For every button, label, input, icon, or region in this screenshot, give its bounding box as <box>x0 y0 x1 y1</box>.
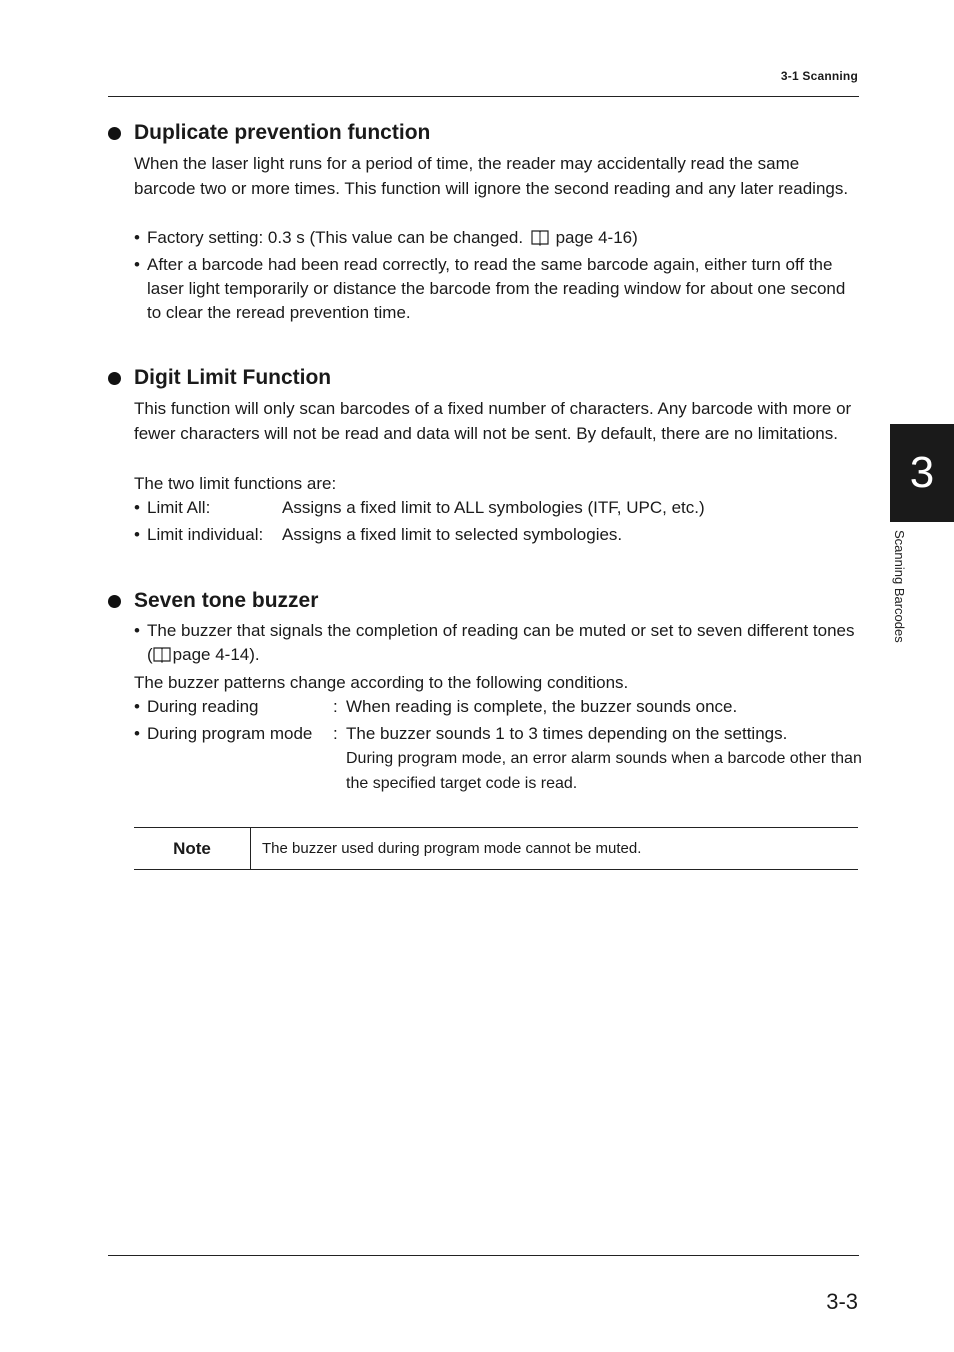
digit-item-limit-individual <box>134 523 802 547</box>
duplicate-section-title <box>108 121 430 145</box>
bullet-mark: • <box>134 697 140 716</box>
bullet-dot-icon <box>108 372 121 385</box>
digit-item-limit-all <box>134 496 802 520</box>
item-desc-main: The buzzer sounds 1 to 3 times depending on the settings. <box>346 724 788 743</box>
bullet-mark: • <box>134 621 140 640</box>
item-label: Limit All: <box>147 498 211 517</box>
bullet-mark: • <box>134 525 140 544</box>
digit-intro: The two limit functions are: <box>134 474 337 493</box>
item-label: During program mode <box>147 724 313 743</box>
item-desc: Assigns a fixed limit to selected symbologies. <box>282 525 623 544</box>
item-colon: : <box>333 724 338 743</box>
duplicate-bullet-reread <box>134 253 858 325</box>
item-colon: : <box>333 697 338 716</box>
digit-title-text: Digit Limit Function <box>134 366 332 389</box>
note-box <box>134 827 858 870</box>
note-text: The buzzer used during program mode cannot be muted. <box>262 840 642 857</box>
duplicate-title-text: Duplicate prevention function <box>134 121 431 144</box>
note-label: Note <box>134 828 251 869</box>
header-rule <box>108 96 859 97</box>
book-reference-icon <box>153 646 171 663</box>
buzzer-section-title <box>108 589 318 613</box>
bullet-mark: • <box>134 724 140 743</box>
buzzer-title-text: Seven tone buzzer <box>134 589 319 612</box>
bullet-dot-icon <box>108 595 121 608</box>
duplicate-bullet-factory <box>134 226 858 250</box>
chapter-tab <box>890 424 954 522</box>
digit-body: This function will only scan barcodes of a fixed number of characters. Any barcode with more or fewer characters will not be read and data will not be sent. By default, there are no limitations. <box>134 399 852 443</box>
item-desc <box>346 722 866 796</box>
buzzer-intro: The buzzer patterns change according to the following conditions. <box>134 673 629 692</box>
chapter-side-label: Scanning Barcodes <box>892 530 907 643</box>
bullet-text <box>147 226 858 250</box>
page-number: 3-3 <box>826 1289 858 1314</box>
buzzer-bullet-ref: page 4-14). <box>172 645 260 664</box>
bullet-text: After a barcode had been read correctly, to read the same barcode again, either turn off the laser light temporarily or distance the barcode from the reading window for about one second to clear the reread prevention time. <box>147 255 846 322</box>
item-label: During reading <box>147 697 259 716</box>
factory-setting-ref: page 4-16) <box>555 228 638 247</box>
item-desc: When reading is complete, the buzzer sounds once. <box>346 697 738 716</box>
buzzer-bullet-text: The buzzer that signals the completion of reading can be muted or set to seven different tones ( <box>147 621 855 664</box>
running-header: 3-1 Scanning <box>780 69 858 83</box>
factory-setting-text: Factory setting: 0.3 s (This value can be changed. <box>147 228 524 247</box>
chapter-number: 3 <box>909 448 935 497</box>
footer-rule <box>108 1255 859 1256</box>
bullet-mark: • <box>134 228 140 247</box>
duplicate-body: When the laser light runs for a period of time, the reader may accidentally read the same barcode two or more times. This function will ignore the second reading and any later readings. <box>134 154 849 198</box>
bullet-mark: • <box>134 255 140 274</box>
buzzer-bullet-tones <box>134 619 858 667</box>
item-desc: Assigns a fixed limit to ALL symbologies (ITF, UPC, etc.) <box>282 498 705 517</box>
book-reference-icon <box>531 229 549 246</box>
bullet-text <box>147 619 858 667</box>
item-label: Limit individual: <box>147 525 264 544</box>
buzzer-item-program <box>134 722 866 796</box>
digit-section-title <box>108 366 331 390</box>
bullet-mark: • <box>134 498 140 517</box>
bullet-dot-icon <box>108 127 121 140</box>
buzzer-item-reading <box>134 695 866 719</box>
item-desc-sub: During program mode, an error alarm sounds when a barcode other than the specified target code is read. <box>346 750 862 792</box>
